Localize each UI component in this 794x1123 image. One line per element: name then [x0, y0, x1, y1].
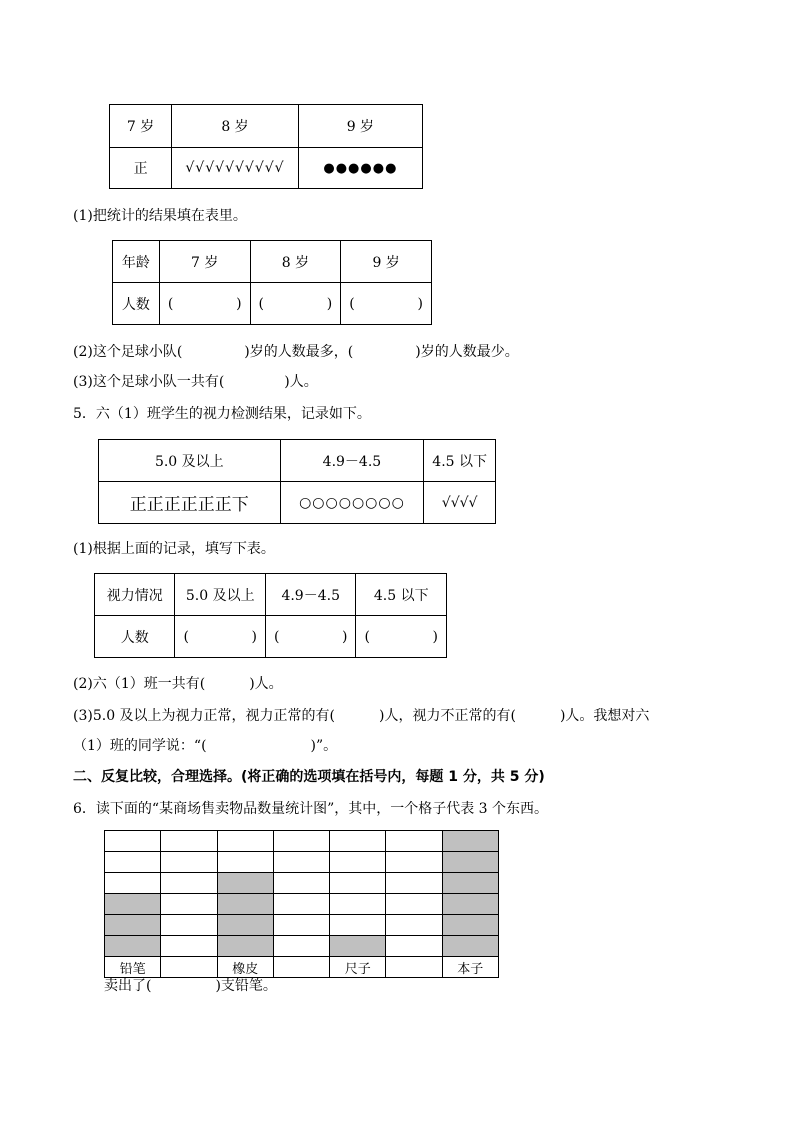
age-header-9: 9 岁 — [341, 241, 432, 283]
tally-header-8: 8 岁 — [172, 105, 299, 148]
grid-cell — [330, 852, 386, 873]
grid-cell — [105, 831, 161, 852]
count-9-cell[interactable] — [341, 283, 432, 325]
grid-cell — [161, 852, 217, 873]
open-paren: ( — [273, 628, 280, 645]
grid-cell — [161, 936, 217, 957]
open-paren: ( — [258, 295, 265, 312]
vision-count-label: 人数 — [95, 616, 175, 658]
q6-title: 6．读下面的“某商场售卖物品数量统计图”，其中，一个格子代表 3 个东西。 — [73, 801, 549, 817]
grid-cell — [161, 831, 217, 852]
tally-9: ●●●●●● — [298, 148, 422, 189]
sales-grid-chart — [104, 830, 499, 978]
grid-cell — [161, 873, 217, 894]
grid-cell — [386, 957, 442, 978]
grid-cell — [105, 852, 161, 873]
grid-cell-filled — [217, 894, 273, 915]
vision-tally-header-1: 5.0 及以上 — [99, 440, 281, 482]
grid-cell — [386, 852, 442, 873]
grid-cell — [161, 894, 217, 915]
q4-sub2: (2)这个足球小队( )岁的人数最多，( )岁的人数最少。 — [73, 344, 519, 360]
category-label: 本子 — [442, 957, 498, 978]
grid-cell — [105, 873, 161, 894]
vision-tally-table — [98, 439, 496, 524]
close-paren: ) — [236, 295, 242, 312]
grid-cell-filled — [217, 915, 273, 936]
close-paren: ) — [342, 628, 348, 645]
open-paren: ( — [183, 628, 189, 645]
age-header-8: 8 岁 — [250, 241, 341, 283]
vision-count-3-cell[interactable] — [356, 616, 447, 658]
grid-cell-filled — [105, 915, 161, 936]
category-label: 铅笔 — [105, 957, 161, 978]
vision-header-1: 5.0 及以上 — [175, 574, 266, 616]
grid-cell — [273, 831, 329, 852]
grid-row — [105, 831, 499, 852]
grid-cell-filled — [442, 915, 498, 936]
grid-cell — [386, 873, 442, 894]
grid-cell — [330, 873, 386, 894]
age-result-table — [112, 240, 432, 325]
grid-cell-filled — [442, 894, 498, 915]
q4-sub3: (3)这个足球小队一共有( )人。 — [73, 374, 318, 390]
category-label: 尺子 — [330, 957, 386, 978]
vision-tally-header-2: 4.9－4.5 — [280, 440, 424, 482]
age-tally-table — [109, 104, 423, 189]
close-paren: ) — [251, 628, 257, 645]
count-row-label: 人数 — [113, 283, 160, 325]
grid-row — [105, 894, 499, 915]
grid-cell — [386, 936, 442, 957]
grid-cell — [273, 915, 329, 936]
grid-row — [105, 852, 499, 873]
grid-cell — [273, 957, 329, 978]
section2-heading: 二、反复比较，合理选择。(将正确的选项填在括号内，每题 1 分，共 5 分) — [73, 769, 545, 785]
grid-cell — [330, 894, 386, 915]
close-paren: ) — [432, 628, 438, 645]
vision-count-2-cell[interactable] — [265, 616, 356, 658]
grid-label-row — [105, 957, 499, 978]
q5-sub2: (2)六（1）班一共有( )人。 — [73, 676, 283, 692]
count-8-cell[interactable] — [250, 283, 341, 325]
grid-cell — [386, 831, 442, 852]
tally-8: √√√√√√√√√√ — [172, 148, 299, 189]
grid-cell — [273, 936, 329, 957]
vision-count-1-cell[interactable] — [175, 616, 266, 658]
q5-title: 5．六（1）班学生的视力检测结果，记录如下。 — [73, 406, 371, 422]
grid-cell — [273, 852, 329, 873]
grid-cell-filled — [442, 936, 498, 957]
age-row-label: 年龄 — [113, 241, 160, 283]
open-paren: ( — [349, 295, 355, 312]
grid-cell-filled — [217, 873, 273, 894]
open-paren: ( — [364, 628, 370, 645]
grid-cell-filled — [105, 936, 161, 957]
vision-header-3: 4.5 以下 — [356, 574, 447, 616]
grid-cell — [330, 915, 386, 936]
grid-cell — [273, 894, 329, 915]
grid-row — [105, 873, 499, 894]
grid-cell — [161, 915, 217, 936]
q5-sub3-line2: （1）班的同学说：“( )”。 — [73, 738, 338, 754]
grid-cell-filled — [105, 894, 161, 915]
q4-sub1: (1)把统计的结果填在表里。 — [73, 208, 247, 224]
tally-header-7: 7 岁 — [110, 105, 172, 148]
grid-cell-filled — [330, 936, 386, 957]
grid-row — [105, 915, 499, 936]
grid-cell-filled — [442, 852, 498, 873]
category-label: 橡皮 — [217, 957, 273, 978]
vision-tally-3: √√√√ — [424, 482, 496, 524]
vision-result-table — [94, 573, 447, 658]
grid-cell — [273, 873, 329, 894]
vision-header-2: 4.9－4.5 — [265, 574, 356, 616]
q6-answer: 卖出了( )支铅笔。 — [104, 978, 277, 994]
grid-cell — [217, 852, 273, 873]
grid-cell — [330, 831, 386, 852]
age-header-7: 7 岁 — [159, 241, 250, 283]
grid-cell — [386, 915, 442, 936]
grid-cell-filled — [217, 936, 273, 957]
close-paren: ) — [326, 295, 333, 312]
count-7-cell[interactable] — [159, 283, 250, 325]
vision-row-label: 视力情况 — [95, 574, 175, 616]
tally-header-9: 9 岁 — [298, 105, 422, 148]
grid-cell — [386, 894, 442, 915]
grid-cell — [217, 831, 273, 852]
vision-tally-header-3: 4.5 以下 — [424, 440, 496, 482]
vision-tally-2: ○○○○○○○○ — [280, 482, 424, 524]
grid-cell-filled — [442, 831, 498, 852]
grid-cell-filled — [442, 873, 498, 894]
grid-row — [105, 936, 499, 957]
vision-tally-1: 正正正正正正下 — [99, 482, 281, 524]
q5-sub3-line1: (3)5.0 及以上为视力正常，视力正常的有( )人，视力不正常的有( )人。我想对六 — [73, 708, 650, 724]
q5-sub1: (1)根据上面的记录，填写下表。 — [73, 541, 275, 557]
open-paren: ( — [167, 295, 174, 312]
close-paren: ) — [417, 295, 423, 312]
grid-cell — [161, 957, 217, 978]
tally-7: 正 — [110, 148, 172, 189]
